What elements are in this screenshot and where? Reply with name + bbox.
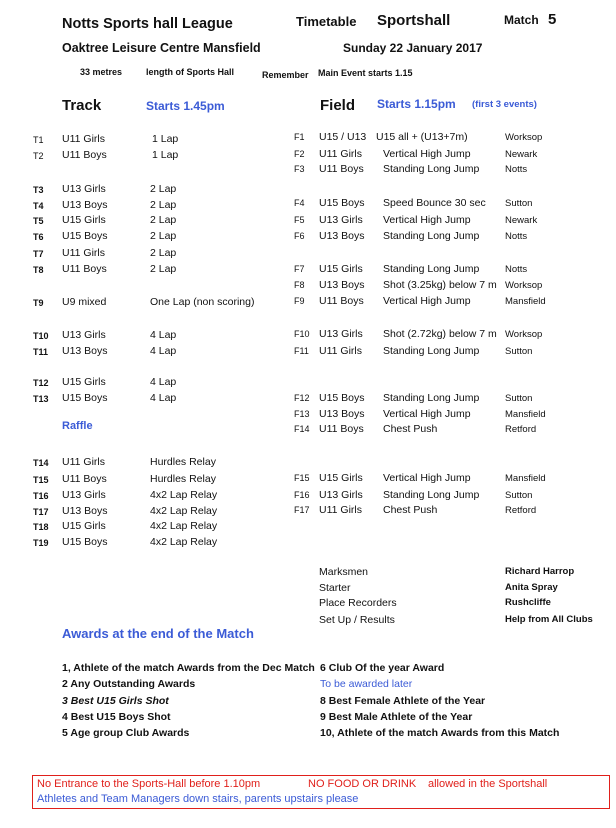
field-event-club: Retford (505, 424, 537, 435)
official-name: Anita Spray (505, 582, 558, 593)
official-role: Set Up / Results (319, 614, 395, 626)
track-event-code: T8 (33, 265, 44, 275)
field-title: Field (320, 97, 356, 114)
track-event-group: U13 Girls (62, 329, 106, 341)
track-event-name: 1 Lap (152, 149, 179, 161)
official-role: Marksmen (319, 566, 369, 578)
track-event-name: 2 Lap (150, 230, 177, 242)
timetable-label: Timetable (296, 14, 357, 29)
match-label: Match (504, 13, 539, 27)
field-event-club: Worksop (505, 132, 543, 143)
award-left-item: 4 Best U15 Boys Shot (62, 711, 171, 723)
field-event-code: F11 (294, 346, 309, 356)
track-event-name: 2 Lap (150, 214, 177, 226)
field-event-code: F17 (294, 505, 310, 515)
award-right-item: 8 Best Female Athlete of the Year (320, 695, 486, 707)
field-event-club: Mansfield (505, 409, 546, 420)
field-event-code: F7 (294, 264, 305, 274)
track-event-code: T4 (33, 201, 44, 211)
field-event-club: Mansfield (505, 473, 546, 484)
track-event-code: T2 (33, 151, 44, 161)
track-event-group: U11 Girls (62, 456, 105, 468)
track-event-name: 1 Lap (152, 133, 179, 145)
field-start-time: Starts 1.15pm (377, 97, 456, 111)
awards-title: Awards at the end of the Match (62, 626, 254, 641)
field-event-code: F15 (294, 473, 310, 483)
field-event-group: U11 Boys (319, 423, 364, 435)
field-event-code: F13 (294, 409, 310, 419)
track-event-code: T17 (33, 507, 49, 517)
field-event-group: U11 Boys (319, 295, 364, 307)
track-event-code: T19 (33, 538, 49, 548)
track-event-group: U15 Boys (62, 230, 108, 242)
track-event-code: T15 (33, 475, 49, 485)
field-event-code: F3 (294, 164, 305, 174)
track-event-code: T9 (33, 298, 44, 308)
field-event-group: U15 Girls (319, 472, 363, 484)
field-event-name: Vertical High Jump (383, 214, 471, 226)
field-event-group: U11 Girls (319, 504, 362, 516)
field-event-code: F8 (294, 280, 305, 290)
track-event-code: T10 (33, 331, 49, 341)
track-event-name: 4 Lap (150, 376, 177, 388)
field-event-club: Mansfield (505, 296, 546, 307)
field-event-code: F16 (294, 490, 310, 500)
award-right-item: 10, Athlete of the match Awards from this Match (320, 727, 560, 739)
track-event-group: U11 Girls (62, 133, 105, 145)
field-event-name: Vertical High Jump (383, 472, 471, 484)
track-event-code: T16 (33, 491, 49, 501)
track-event-group: U15 Boys (62, 536, 108, 548)
field-event-club: Worksop (505, 280, 543, 291)
track-event-group: U13 Boys (62, 199, 108, 211)
league-title: Notts Sports hall League (62, 16, 233, 32)
field-event-club: Notts (505, 231, 528, 242)
track-event-name: 2 Lap (150, 199, 177, 211)
field-event-name: Shot (3.25kg) below 7 m (383, 279, 497, 291)
track-title: Track (62, 97, 102, 114)
field-event-group: U15 Boys (319, 197, 365, 209)
track-event-name: 2 Lap (150, 183, 177, 195)
field-event-code: F2 (294, 149, 305, 159)
track-event-name: 4x2 Lap Relay (150, 505, 218, 517)
venue: Oaktree Leisure Centre Mansfield (62, 41, 261, 55)
notice-allowed: allowed in the Sportshall (428, 778, 548, 790)
track-event-group: U15 Girls (62, 214, 106, 226)
field-event-name: Standing Long Jump (383, 163, 480, 175)
field-event-group: U13 Boys (319, 230, 365, 242)
sportshall-label: Sportshall (377, 12, 451, 29)
field-event-club: Sutton (505, 393, 533, 404)
track-event-code: T11 (33, 347, 49, 357)
field-event-code: F4 (294, 198, 305, 208)
award-right-item: To be awarded later (320, 678, 413, 690)
field-event-club: Notts (505, 264, 528, 275)
notice-no-food: NO FOOD OR DRINK (308, 778, 417, 790)
field-event-club: Sutton (505, 490, 533, 501)
field-event-club: Newark (505, 149, 538, 160)
field-event-code: F1 (294, 132, 305, 142)
field-event-group: U15 Boys (319, 392, 365, 404)
official-name: Richard Harrop (505, 566, 575, 577)
track-event-group: U11 Boys (62, 473, 107, 485)
field-event-name: Standing Long Jump (383, 489, 480, 501)
track-event-group: U15 Boys (62, 392, 108, 404)
field-event-group: U13 Girls (319, 214, 363, 226)
notice-entrance: No Entrance to the Sports-Hall before 1.10pm (37, 778, 261, 790)
track-event-code: T14 (33, 458, 49, 468)
field-event-name: Vertical High Jump (383, 148, 471, 160)
raffle-label: Raffle (62, 420, 93, 432)
match-number: 5 (548, 11, 557, 28)
field-event-group: U11 Girls (319, 148, 362, 160)
field-event-name: Chest Push (383, 423, 438, 435)
track-event-group: U11 Boys (62, 263, 107, 275)
official-name: Rushcliffe (505, 597, 551, 608)
track-event-code: T12 (33, 378, 49, 388)
field-event-code: F6 (294, 231, 305, 241)
track-event-name: 4x2 Lap Relay (150, 489, 218, 501)
track-event-group: U9 mixed (62, 296, 107, 308)
official-role: Place Recorders (319, 597, 397, 609)
track-event-name: 2 Lap (150, 263, 177, 275)
track-event-code: T5 (33, 216, 44, 226)
field-event-club: Newark (505, 215, 538, 226)
track-event-group: U11 Girls (62, 247, 105, 259)
field-event-group: U11 Girls (319, 345, 362, 357)
track-event-group: U15 Girls (62, 376, 106, 388)
field-event-name: Speed Bounce 30 sec (383, 197, 486, 209)
award-left-item: 3 Best U15 Girls Shot (62, 695, 169, 707)
track-event-code: T18 (33, 522, 49, 532)
field-event-code: F12 (294, 393, 310, 403)
hall-length-value: 33 metres (80, 67, 123, 77)
field-event-name: Shot (2.72kg) below 7 m (383, 328, 497, 340)
field-event-code: F14 (294, 424, 310, 434)
track-event-name: 4 Lap (150, 329, 177, 341)
track-event-name: Hurdles Relay (150, 456, 216, 468)
track-event-code: T3 (33, 185, 44, 195)
track-event-group: U13 Girls (62, 183, 106, 195)
field-event-club: Sutton (505, 198, 533, 209)
field-event-group: U15 / U13 (319, 131, 367, 143)
field-event-club: Notts (505, 164, 528, 175)
track-event-name: 4x2 Lap Relay (150, 536, 218, 548)
field-event-club: Retford (505, 505, 537, 516)
track-event-group: U13 Girls (62, 489, 106, 501)
notice-box (32, 775, 610, 809)
track-event-name: 4x2 Lap Relay (150, 520, 218, 532)
track-event-code: T13 (33, 394, 49, 404)
notice-directions: Athletes and Team Managers down stairs, parents upstairs please (37, 793, 359, 805)
field-event-group: U13 Girls (319, 328, 363, 340)
main-event-time: Main Event starts 1.15 (318, 68, 413, 78)
award-left-item: 1, Athlete of the match Awards from the Dec Match (62, 662, 315, 674)
field-event-group: U15 Girls (319, 263, 363, 275)
hall-length-label: length of Sports Hall (146, 67, 235, 77)
track-event-name: One Lap (non scoring) (150, 296, 255, 308)
field-event-club: Worksop (505, 329, 543, 340)
field-event-name: Standing Long Jump (383, 263, 480, 275)
field-event-group: U11 Boys (319, 163, 364, 175)
field-event-code: F5 (294, 215, 305, 225)
award-left-item: 5 Age group Club Awards (62, 727, 190, 739)
award-left-item: 2 Any Outstanding Awards (62, 678, 196, 690)
field-event-club: Sutton (505, 346, 533, 357)
official-role: Starter (319, 582, 351, 594)
field-event-name: Vertical High Jump (383, 408, 471, 420)
track-event-name: Hurdles Relay (150, 473, 216, 485)
field-event-name: Standing Long Jump (383, 392, 480, 404)
track-event-group: U13 Boys (62, 345, 108, 357)
track-event-name: 4 Lap (150, 345, 177, 357)
track-event-group: U13 Boys (62, 505, 108, 517)
track-event-code: T7 (33, 249, 44, 259)
award-right-item: 9 Best Male Athlete of the Year (320, 711, 473, 723)
field-event-group: U13 Boys (319, 279, 365, 291)
official-name: Help from All Clubs (505, 614, 593, 625)
field-event-name: U15 all + (U13+7m) (376, 131, 468, 143)
field-event-name: Vertical High Jump (383, 295, 471, 307)
award-right-item: 6 Club Of the year Award (320, 662, 445, 674)
match-date: Sunday 22 January 2017 (343, 41, 483, 55)
track-event-name: 4 Lap (150, 392, 177, 404)
track-event-name: 2 Lap (150, 247, 177, 259)
track-event-code: T6 (33, 232, 44, 242)
field-event-name: Standing Long Jump (383, 345, 480, 357)
field-event-group: U13 Boys (319, 408, 365, 420)
track-start-time: Starts 1.45pm (146, 99, 225, 113)
field-start-note: (first 3 events) (472, 99, 537, 110)
field-event-name: Chest Push (383, 504, 438, 516)
track-event-group: U11 Boys (62, 149, 107, 161)
remember-label: Remember (262, 70, 309, 80)
track-event-code: T1 (33, 135, 44, 145)
track-event-group: U15 Girls (62, 520, 106, 532)
field-event-group: U13 Girls (319, 489, 363, 501)
field-event-code: F9 (294, 296, 305, 306)
field-event-code: F10 (294, 329, 310, 339)
field-event-name: Standing Long Jump (383, 230, 480, 242)
